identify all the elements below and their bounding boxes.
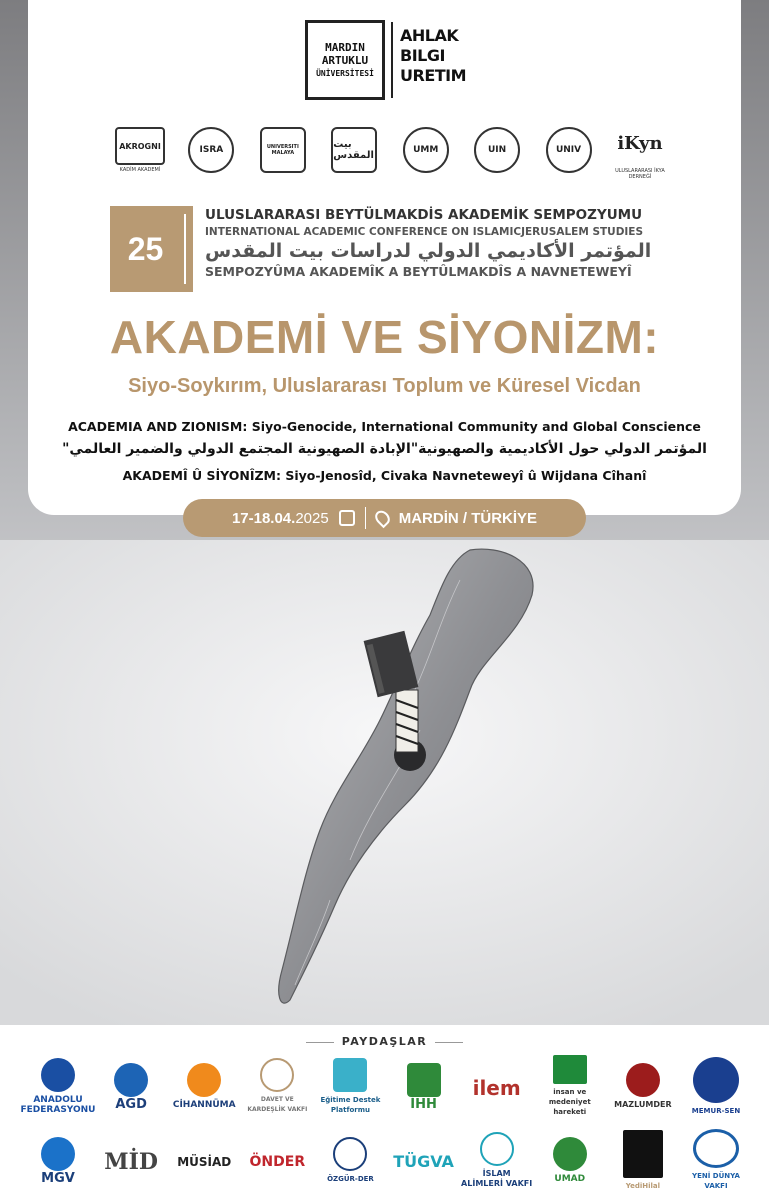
header-logos [0, 20, 769, 102]
stakeholder-logo: MGV [22, 1129, 94, 1191]
ihh-icon [407, 1063, 441, 1097]
edition-badge [110, 206, 193, 292]
partner-logo-muhammadiyah [396, 118, 456, 182]
stakeholder-logo: CİHANNÜMA [168, 1055, 240, 1117]
conference-name-ku: SEMPOZYÛMA AKADEMÎK A BEYTÛLMAKDÎS A NAVNETEWEYÎ [205, 264, 632, 279]
yedihilal-icon [623, 1130, 663, 1178]
arabic-title: المؤتمر الدولي حول الأكاديمية والصهيونية"الإبادة الصهيونية المجتمع الدولي والضمير العالمي" [62, 441, 707, 457]
imh-icon [553, 1055, 587, 1084]
stakeholder-logo: TÜGVA [393, 1151, 454, 1171]
event-date-location [183, 499, 586, 537]
partner-logo-university [539, 118, 599, 182]
conference-name-en: INTERNATIONAL ACADEMIC CONFERENCE ON ISLAMICJERUSALEM STUDIES [205, 226, 644, 238]
kurdish-title: AKADEMÎ Û SİYONÎZM: Siyo-Jenosîd, Civaka Navneteweyî û Wijdana Cîhanî [122, 468, 647, 483]
memursen-icon [693, 1057, 739, 1103]
stakeholder-logo: MİD [104, 1148, 158, 1175]
stakeholders-title: PAYDAŞLAR [0, 1035, 769, 1048]
university-logo-line-2: ARTUKLU [321, 53, 369, 67]
yenidunya-icon [693, 1129, 739, 1168]
partner-caption: KADİM AKADEMİ [119, 167, 161, 173]
edp-icon [333, 1058, 367, 1092]
stakeholder-logo: MAZLUMDER [607, 1055, 679, 1117]
stakeholder-logo: ÖNDER [249, 1153, 306, 1170]
stakeholder-logo: YediHilal [607, 1129, 679, 1191]
stakeholders-row-2 [22, 1129, 752, 1191]
edition-divider [184, 214, 186, 284]
partner-logo-kadim [110, 118, 170, 182]
kadim-academy-icon: AKROGNI [115, 127, 165, 165]
cihannuma-icon [187, 1063, 221, 1097]
stakeholder-logo: YENİ DÜNYA VAKFI [680, 1129, 752, 1191]
uretim-word: URETIM [400, 66, 467, 85]
partner-logo-ikya [610, 118, 670, 182]
ilam-icon [480, 1132, 514, 1166]
stakeholder-logo: insan ve medeniyet hareketi [534, 1055, 606, 1117]
stakeholder-logo: ilem [472, 1075, 521, 1100]
crest-icon: UNIVERSITI MALAYA [260, 127, 306, 173]
mazlumder-icon [626, 1063, 660, 1097]
stakeholders-footer [0, 1025, 769, 1200]
arabic-calligraphy-icon: بيت المقدس [331, 127, 377, 173]
stakeholder-logo: ANADOLU FEDERASYONU [22, 1055, 94, 1117]
pill-divider [365, 507, 366, 529]
university-logo-line-1: MARDIN [325, 40, 365, 54]
mgv-icon [41, 1137, 75, 1171]
stakeholder-logo: DAVET VE KARDEŞLİK VAKFI [241, 1055, 313, 1117]
logo-divider [391, 22, 393, 98]
davet-icon [260, 1058, 294, 1092]
seal-icon: UIN [474, 127, 520, 173]
university-logo-line-3: ÜNİVERSİTESİ [316, 68, 374, 78]
university-logo [305, 20, 385, 100]
calendar-icon [339, 510, 355, 526]
stakeholder-logo: Eğitime Destek Platformu [314, 1055, 386, 1117]
partner-logos [110, 116, 670, 184]
english-title: ACADEMIA AND ZIONISM: Siyo-Genocide, International Community and Global Conscience [68, 419, 701, 434]
seal-icon: UNIV [546, 127, 592, 173]
conference-names [205, 206, 675, 280]
stakeholder-logo: ÖZGÜR-DER [314, 1129, 386, 1191]
ahlak-word: AHLAK [400, 26, 459, 45]
ahlak-bilgi-uretim-logo [400, 26, 470, 86]
stakeholder-logo: MÜSİAD [177, 1154, 232, 1169]
edition-number: 25 [127, 230, 164, 267]
palestine-map-artwork [0, 540, 769, 1025]
stakeholder-logo: MEMUR-SEN [680, 1055, 752, 1117]
partner-logo-isra [181, 118, 241, 182]
conference-name-ar: المؤتمر الأكاديمي الدولي لدراسات بيت المقدس [205, 240, 652, 262]
partner-logo-uin [467, 118, 527, 182]
isra-icon: ISRA [188, 127, 234, 173]
stakeholder-logo: İSLAM ALİMLERİ VAKFI [461, 1129, 533, 1191]
event-location: MARDİN / TÜRKİYE [398, 509, 538, 527]
stakeholder-logo: AGD [95, 1055, 167, 1117]
main-headline: AKADEMİ VE SİYONİZM: [109, 311, 660, 363]
stakeholder-logo: İHH [388, 1055, 460, 1117]
partner-caption: ULUSLARARASI İKYA DERNEĞİ [615, 168, 665, 180]
sub-headline: Siyo-Soykırım, Uluslararası Toplum ve Küresel Vicdan [128, 375, 641, 397]
conference-name-tr: ULUSLARARASI BEYTÜLMAKDİS AKADEMİK SEMPOZYUMU [205, 207, 643, 223]
stakeholder-logo: UMAD [534, 1129, 606, 1191]
partner-logo-malaya [253, 118, 313, 182]
partner-logo-baitulmaqdis [324, 118, 384, 182]
ikya-icon: iKyn [617, 132, 663, 154]
umad-icon [553, 1137, 587, 1171]
location-pin-icon [372, 508, 393, 529]
agd-icon [114, 1063, 148, 1097]
anadolu-icon [41, 1058, 75, 1092]
event-date: 17-18.04.2025 [231, 509, 329, 527]
ozgurder-icon [333, 1137, 367, 1171]
bilgi-word: BILGI [400, 46, 445, 65]
stakeholders-row-1 [22, 1055, 752, 1117]
seal-icon: UMM [403, 127, 449, 173]
